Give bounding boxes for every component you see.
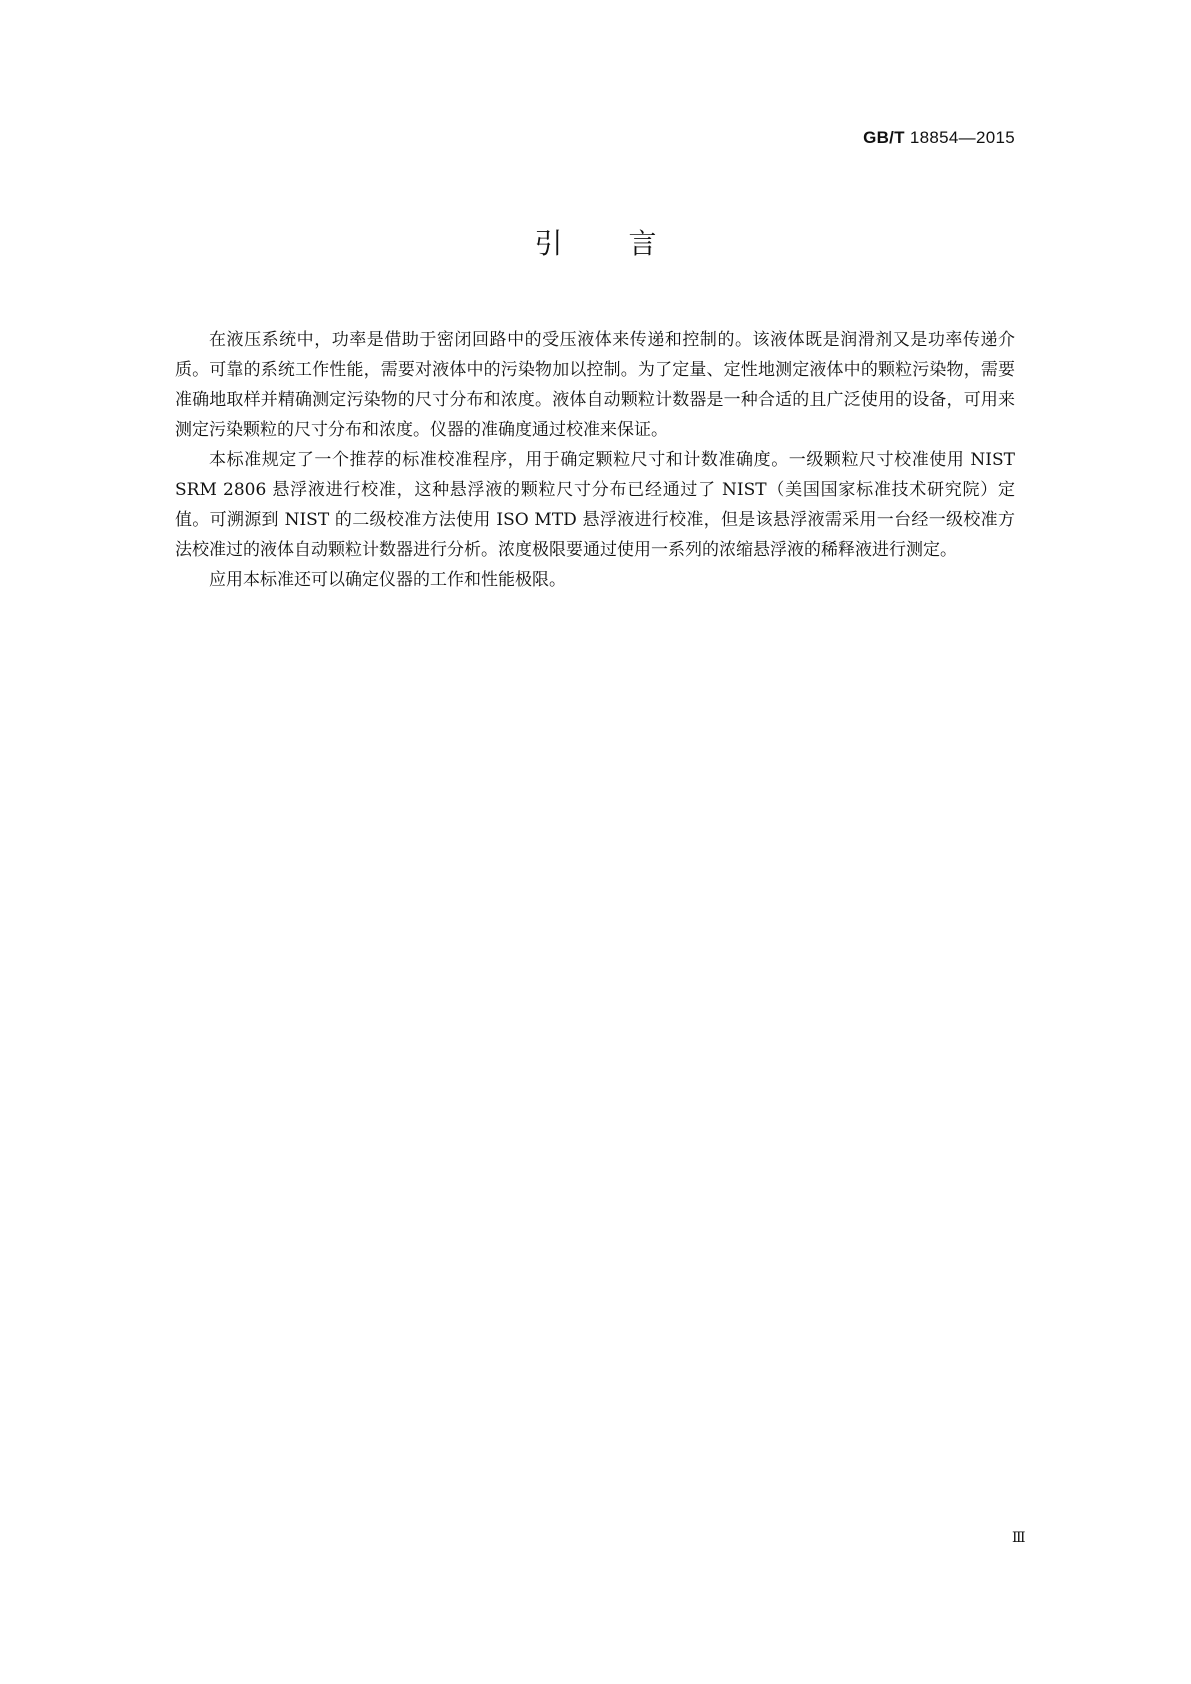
standard-prefix: GB/T	[863, 128, 905, 147]
paragraph-1: 在液压系统中，功率是借助于密闭回路中的受压液体来传递和控制的。该液体既是润滑剂又是功率传递介质。可靠的系统工作性能，需要对液体中的污染物加以控制。为了定量、定性地测定液体中的颗粒污染物，需要准确地取样并精确测定污染物的尺寸分布和浓度。液体自动颗粒计数器是一种合适的且广泛使用的设备，可用来测定污染颗粒的尺寸分布和浓度。仪器的准确度通过校准来保证。	[175, 330, 1015, 440]
title-char-2: 言	[628, 227, 657, 260]
page-number: Ⅲ	[1012, 1531, 1026, 1546]
standard-number: 18854—2015	[909, 128, 1015, 147]
paragraph-3: 应用本标准还可以确定仪器的工作和性能极限。	[209, 570, 566, 590]
title-char-1: 引	[534, 227, 563, 260]
paragraph-2: 本标准规定了一个推荐的标准校准程序，用于确定颗粒尺寸和计数准确度。一级颗粒尺寸校准使用 NIST SRM 2806 悬浮液进行校准，这种悬浮液的颗粒尺寸分布已经通过了 NIST（美国国家标准技术研究院）定值。可溯源到 NIST 的二级校准方法使用 ISO MTD 悬浮液进行校准，但是该悬浮液需采用一台经一级校准方法校准过的液体自动颗粒计数器进行分析。浓度极限要通过使用一系列的浓缩悬浮液的稀释液进行测定。	[175, 450, 1015, 560]
page-title	[0, 222, 1191, 262]
introduction-body	[175, 325, 1015, 595]
standard-code	[863, 128, 1015, 148]
